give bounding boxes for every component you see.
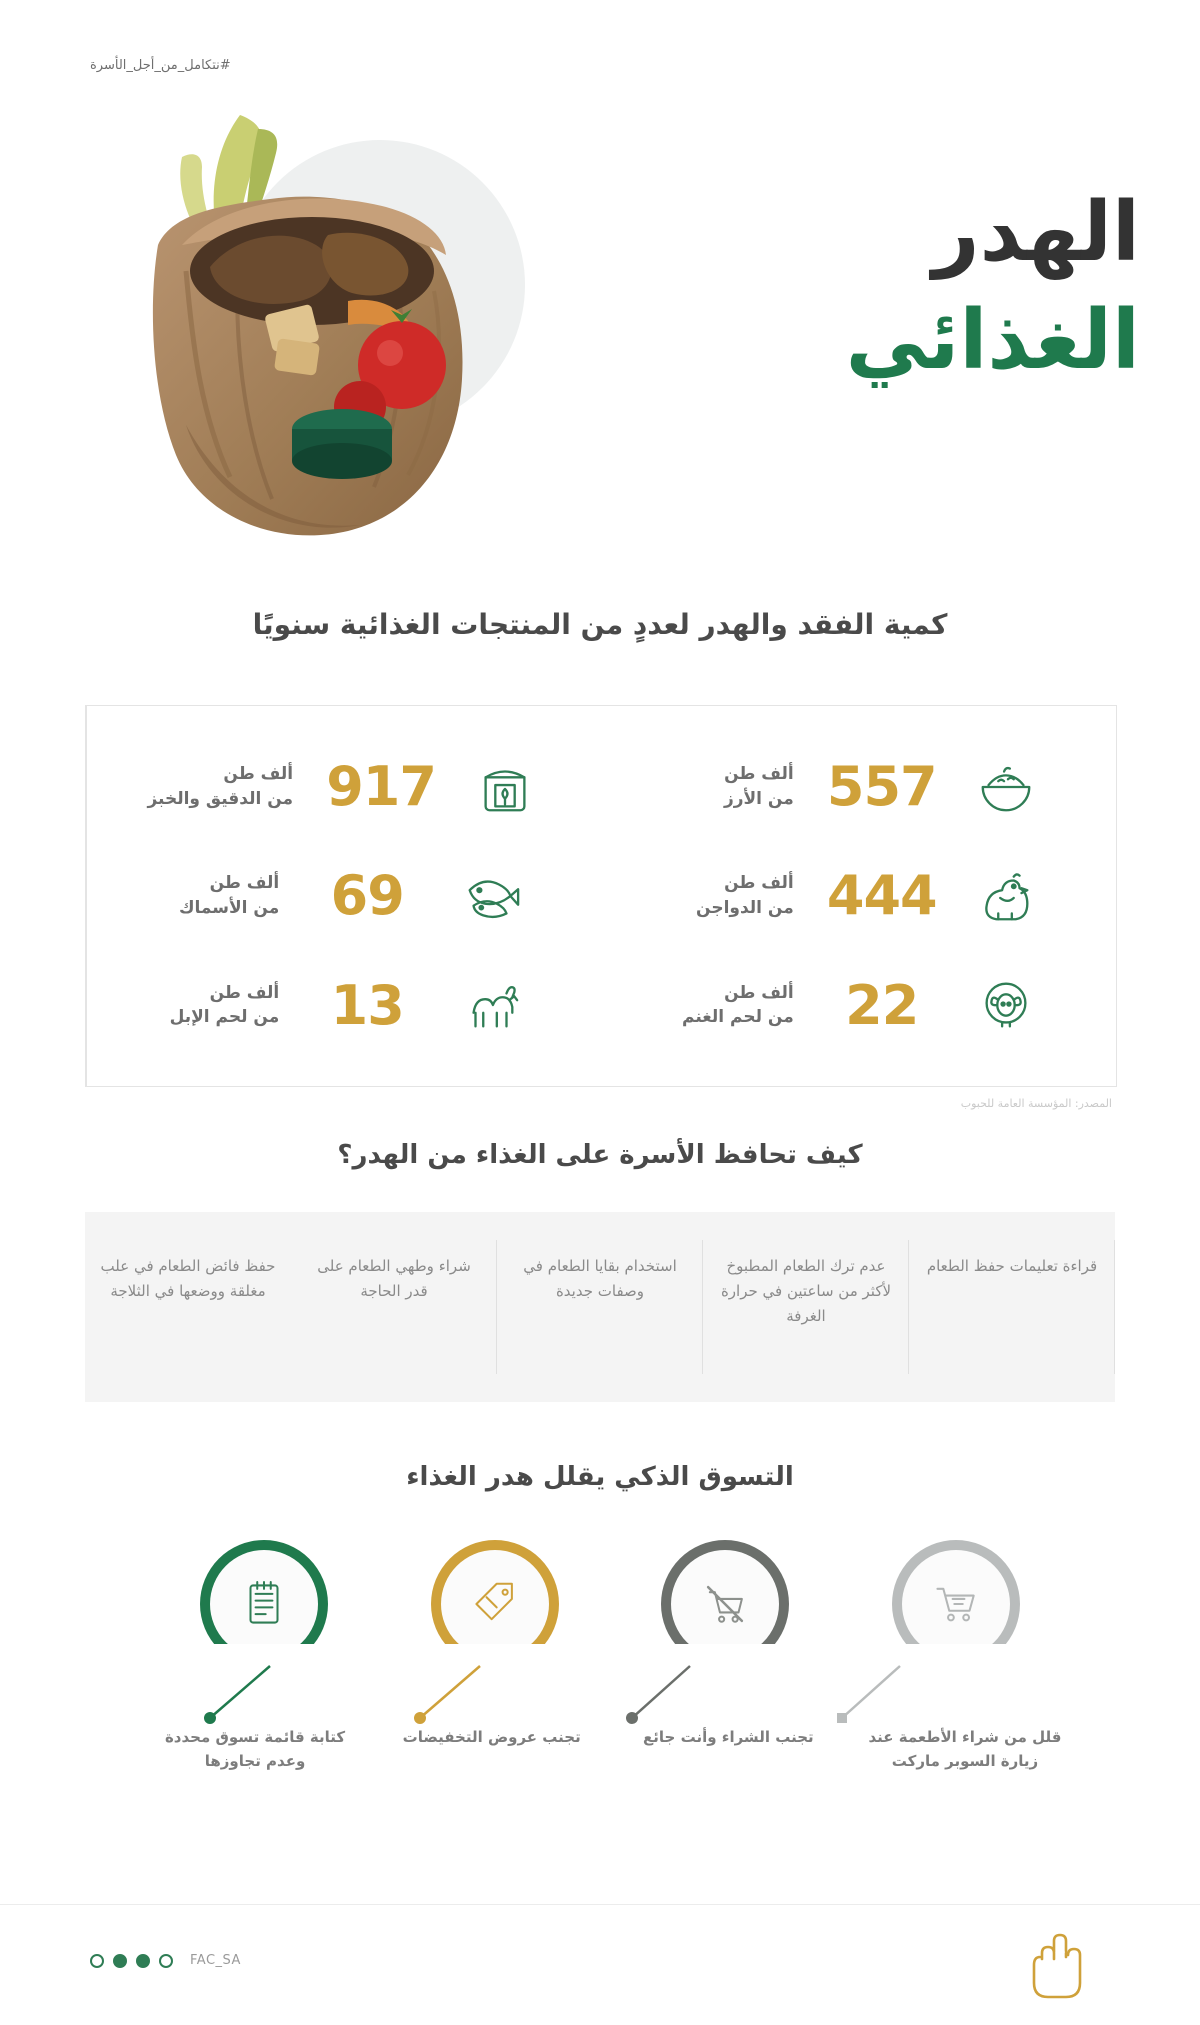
camel-icon: [455, 969, 527, 1041]
page-title: [580, 185, 1140, 389]
stat-value: 917: [326, 755, 436, 819]
tip-item: [85, 1212, 291, 1402]
tip-text: عدم ترك الطعام المطبوخ لأكثر من ساعتين في حرارة الغرفة: [720, 1257, 892, 1325]
shopping-labels-row: [150, 1725, 1070, 1773]
shopping-cart-icon: [902, 1550, 1010, 1658]
tips-panel: [85, 1212, 1115, 1402]
stat-row: [602, 953, 1117, 1057]
tip-text: حفظ فائض الطعام في علب مغلقة ووضعها في الثلاجة: [100, 1257, 276, 1300]
stat-row: [87, 844, 602, 948]
instagram-icon[interactable]: [136, 1954, 150, 1968]
stat-row: [87, 735, 602, 839]
stats-column-right: [86, 706, 602, 1086]
stat-row: [602, 735, 1117, 839]
footer: [0, 1904, 1200, 2025]
youtube-icon[interactable]: [159, 1954, 173, 1968]
stat-value: 22: [845, 973, 919, 1037]
social-handle: FAC_SA: [190, 1953, 241, 1968]
statistics-panel: [85, 705, 1117, 1087]
fish-icon: [455, 860, 527, 932]
stat-item: من لحم الإبل: [169, 1007, 280, 1028]
tip-text: قراءة تعليمات حفظ الطعام: [926, 1257, 1098, 1275]
stat-row: [602, 844, 1117, 948]
twitter-icon[interactable]: [113, 1954, 127, 1968]
stat-item: من لحم الغنم: [682, 1007, 794, 1028]
stat-label: [676, 871, 794, 920]
social-links[interactable]: [90, 1953, 241, 1968]
campaign-hashtag: #نتكامل_من_أجل_الأسرة: [90, 58, 231, 73]
stat-item: من الدقيق والخبز: [147, 788, 294, 809]
stat-row: [87, 953, 602, 1057]
stat-unit: ألف طن: [724, 982, 794, 1003]
stat-value: 13: [330, 973, 404, 1037]
stat-label: [676, 981, 794, 1030]
stat-item: من الدواجن: [696, 897, 794, 918]
shopping-circle-2: [431, 1540, 559, 1668]
stat-value: 69: [330, 864, 404, 928]
shopping-circle-1: [200, 1540, 328, 1668]
shopping-circle-3: [661, 1540, 789, 1668]
page-subtitle: كمية الفقد والهدر لعددٍ من المنتجات الغذائية سنويًا: [252, 608, 948, 641]
food-waste-bag-image: [90, 95, 510, 565]
stat-unit: ألف طن: [209, 873, 280, 894]
stat-unit: ألف طن: [724, 873, 794, 894]
sheep-icon: [970, 969, 1042, 1041]
stat-unit: ألف طن: [724, 764, 794, 785]
title-line-2: الغذائي: [845, 293, 1140, 389]
stat-value: 557: [826, 755, 937, 819]
shopping-list-icon: [210, 1550, 318, 1658]
shopping-heading: التسوق الذكي يقلل هدر الغذاء: [406, 1462, 794, 1492]
tip-item: [291, 1212, 497, 1402]
bread-bin-icon: [469, 751, 541, 823]
tip-item: [703, 1212, 909, 1402]
shopping-circle-4: [892, 1540, 1020, 1668]
chicken-icon: [970, 860, 1042, 932]
tip-item: [909, 1212, 1115, 1402]
shopping-label: تجنب الشراء وأنت جائع: [643, 1728, 814, 1746]
rice-bowl-icon: [970, 751, 1042, 823]
stat-label: [161, 981, 279, 1030]
shopping-label: تجنب عروض التخفيضات: [402, 1728, 581, 1746]
discount-tag-icon: [441, 1550, 549, 1658]
stat-label: [147, 762, 293, 811]
no-hungry-shopping-icon: [671, 1550, 779, 1658]
facebook-icon[interactable]: [90, 1954, 104, 1968]
applause-hands-icon: [1020, 1927, 1100, 2003]
stat-item: من الأسماك: [178, 897, 280, 918]
tip-text: شراء وطهي الطعام على قدر الحاجة: [317, 1257, 471, 1300]
stat-value: 444: [826, 864, 937, 928]
stat-unit: ألف طن: [209, 982, 280, 1003]
stat-label: [676, 762, 794, 811]
shopping-label: كتابة قائمة تسوق محددة وعدم تجاوزها: [164, 1728, 346, 1770]
tip-item: [497, 1212, 703, 1402]
stat-label: [161, 871, 279, 920]
stat-unit: ألف طن: [223, 764, 294, 785]
tip-text: استخدام بقايا الطعام في وصفات جديدة: [523, 1257, 677, 1300]
tips-heading: كيف تحافظ الأسرة على الغذاء من الهدر؟: [337, 1140, 863, 1170]
stat-item: من الأرز: [723, 788, 794, 809]
title-line-1: الهدر: [932, 185, 1140, 280]
stats-column-left: [602, 706, 1117, 1086]
shopping-label: قلل من شراء الأطعمة عند زيارة السوبر ماركت: [868, 1728, 1062, 1770]
source-note: المصدر: المؤسسة العامة للحبوب: [960, 1097, 1112, 1110]
hero-section: [0, 0, 1200, 600]
